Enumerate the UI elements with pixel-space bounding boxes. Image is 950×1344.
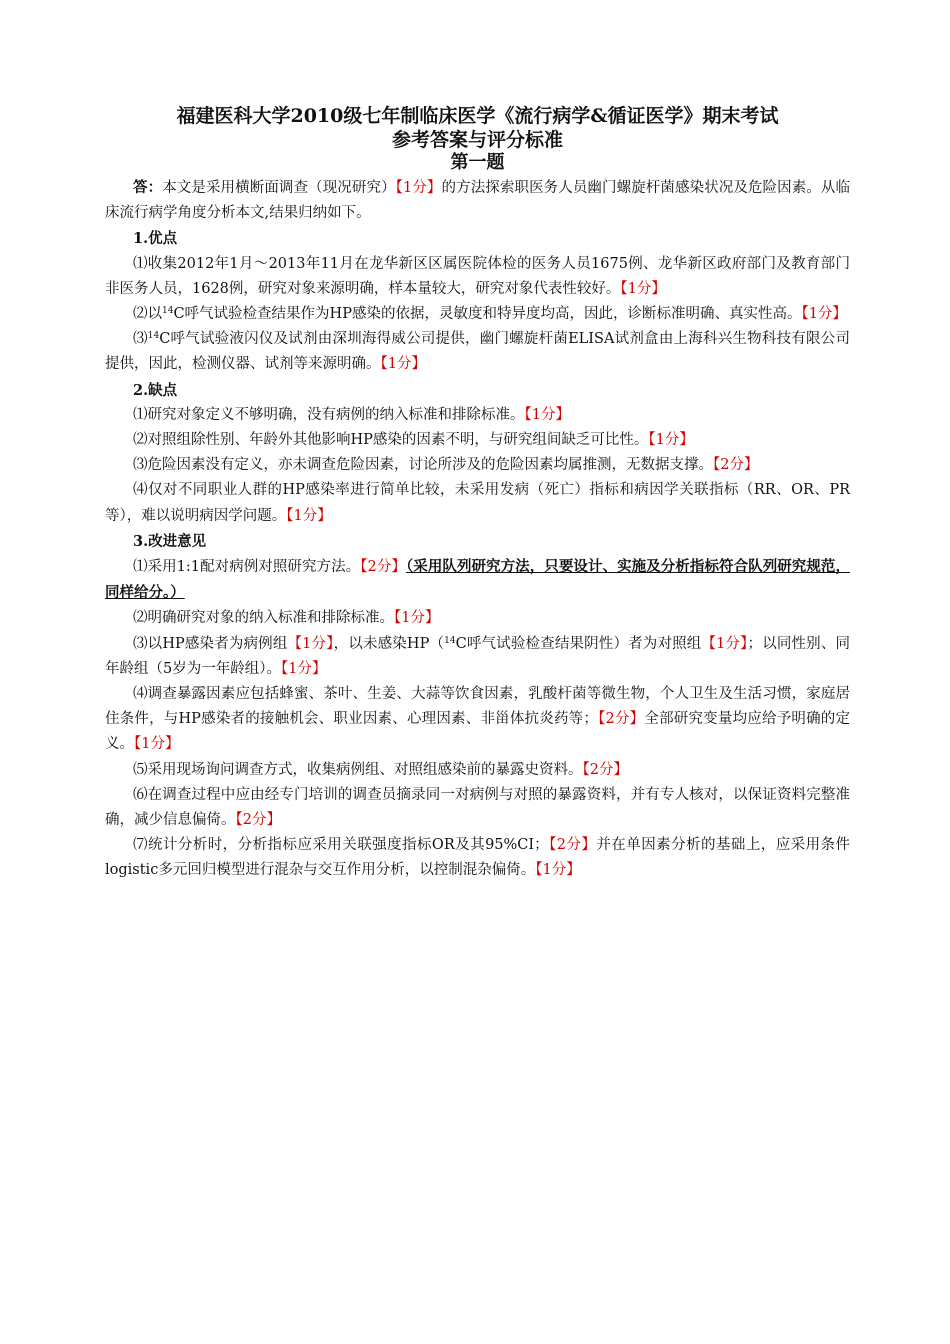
- improvement-item-7: ⑺统计分析时，分析指标应采用关联强度指标OR及其95%CI；【2分】并在单因素分析的基础上，应采用条件logistic多元回归模型进行混杂与交互作用分析，以控制混杂偏倚。【1分】: [105, 837, 851, 879]
- improvement-item-6: ⑹在调查过程中应由经专门培训的调查员摘录同一对病例与对照的暴露资料，并有专人核对，以保证资料完整准确，减少信息偏倚。【2分】: [105, 786, 850, 829]
- document-title: 福建医科大学2010级七年制临床医学《流行病学&循证医学》期末考试: [176, 105, 779, 127]
- score-mark: 【1分】: [394, 610, 440, 627]
- improvement-item-2: ⑵明确研究对象的纳入标准和排除标准。【1分】: [133, 610, 440, 627]
- score-mark: 【1分】: [620, 280, 666, 297]
- improvement-item-4: ⑷调查暴露因素应包括蜂蜜、茶叶、生姜、大蒜等饮食因素，乳酸杆菌等微生物，个人卫生及生活习惯，家庭居住条件，与HP感染者的接触机会、职业因素、心理因素、非甾体抗炎药等；【2分】全部研究变量均应给予明确的定义。【1分】: [105, 686, 851, 753]
- disadvantage-item-3: ⑶危险因素没有定义，亦未调查危险因素，讨论所涉及的危险因素均属推测，无数据支撑。【2分】: [133, 457, 759, 474]
- score-mark: 【1分】: [535, 862, 581, 879]
- advantage-item-3: ⑶$^{14}$C呼气试验液闪仪及试剂由深圳海得威公司提供，幽门螺旋杆菌ELISA试剂盒由上海科兴生物科技有限公司提供，因此，检测仪器、试剂等来源明确。【1分】: [105, 331, 851, 373]
- advantage-item-1: ⑴收集2012年1月～2013年11月在龙华新区区属医院体检的医务人员1675例、龙华新区政府部门及教育部门非医务人员，1628例，研究对象来源明确，样本量较大，研究对象代表性较好。【1分】: [105, 255, 850, 297]
- score-mark: 【1分】: [380, 356, 426, 373]
- score-mark: 【1分】: [134, 736, 180, 753]
- disadvantage-item-4: ⑷仅对不同职业人群的HP感染率进行简单比较，未采用发病（死亡）指标和病因学关联指标（RR、OR、PR等），难以说明病因学问题。【1分】: [105, 482, 850, 524]
- section-heading-disadvantages: 2.缺点: [133, 381, 178, 399]
- improvement-item-5: ⑸采用现场询问调查方式，收集病例组、对照组感染前的暴露史资料。【2分】: [133, 761, 628, 778]
- answer-document: [105, 104, 850, 884]
- score-mark: 【1分】: [701, 635, 748, 652]
- score-mark: 【2分】: [548, 837, 597, 854]
- improvement-item-1: ⑴采用1:1配对病例对照研究方法。【2分】（采用队列研究方法，只要设计、实施及分析指标符合队列研究规范，同样给分。）: [105, 558, 850, 602]
- score-mark: 【1分】: [395, 180, 442, 196]
- disadvantage-item-1: ⑴研究对象定义不够明确，没有病例的纳入标准和排除标准。【1分】: [133, 406, 570, 423]
- score-mark: 【2分】: [360, 559, 406, 576]
- disadvantage-item-2: ⑵对照组除性别、年龄外其他影响HP感染的因素不明，与研究组间缺乏可比性。【1分】: [133, 432, 694, 449]
- section-heading-advantages: 1.优点: [133, 230, 178, 248]
- score-mark: 【2分】: [713, 457, 759, 474]
- answer-label: 答：: [133, 179, 163, 196]
- improvement-item-3: ⑶以HP感染者为病例组【1分】，以未感染HP（$^{14}$C呼气试验检查结果阴性）者为对照组【1分】；以同性别、同年龄组（5岁为一年龄组）。【1分】: [105, 635, 851, 677]
- score-mark: 【1分】: [287, 635, 334, 652]
- document-subtitle: 参考答案与评分标准: [391, 129, 563, 151]
- advantage-item-2: ⑵以$^{14}$C呼气试验检查结果作为HP感染的依据，灵敏度和特异度均高，因此，诊断标准明确、真实性高。【1分】: [133, 306, 847, 323]
- score-mark: 【2分】: [235, 812, 281, 829]
- intro-paragraph: 答：本文是采用横断面调查（现况研究）【1分】的方法探索职医务人员幽门螺旋杆菌感染状况及危险因素。从临床流行病学角度分析本文,结果归纳如下。: [105, 179, 851, 222]
- score-mark: 【1分】: [280, 660, 327, 677]
- score-mark: 【2分】: [597, 711, 645, 728]
- score-mark: 【1分】: [648, 432, 694, 449]
- score-mark: 【1分】: [524, 406, 570, 423]
- score-mark: 【1分】: [286, 507, 332, 524]
- score-mark: 【2分】: [582, 761, 628, 778]
- section-heading-improvements: 3.改进意见: [133, 532, 207, 550]
- score-mark: 【1分】: [801, 306, 847, 323]
- question-heading: 第一题: [450, 152, 505, 173]
- grading-note: （采用队列研究方法，只要设计、实施及分析指标符合队列研究规范，同样给分。）: [105, 558, 850, 602]
